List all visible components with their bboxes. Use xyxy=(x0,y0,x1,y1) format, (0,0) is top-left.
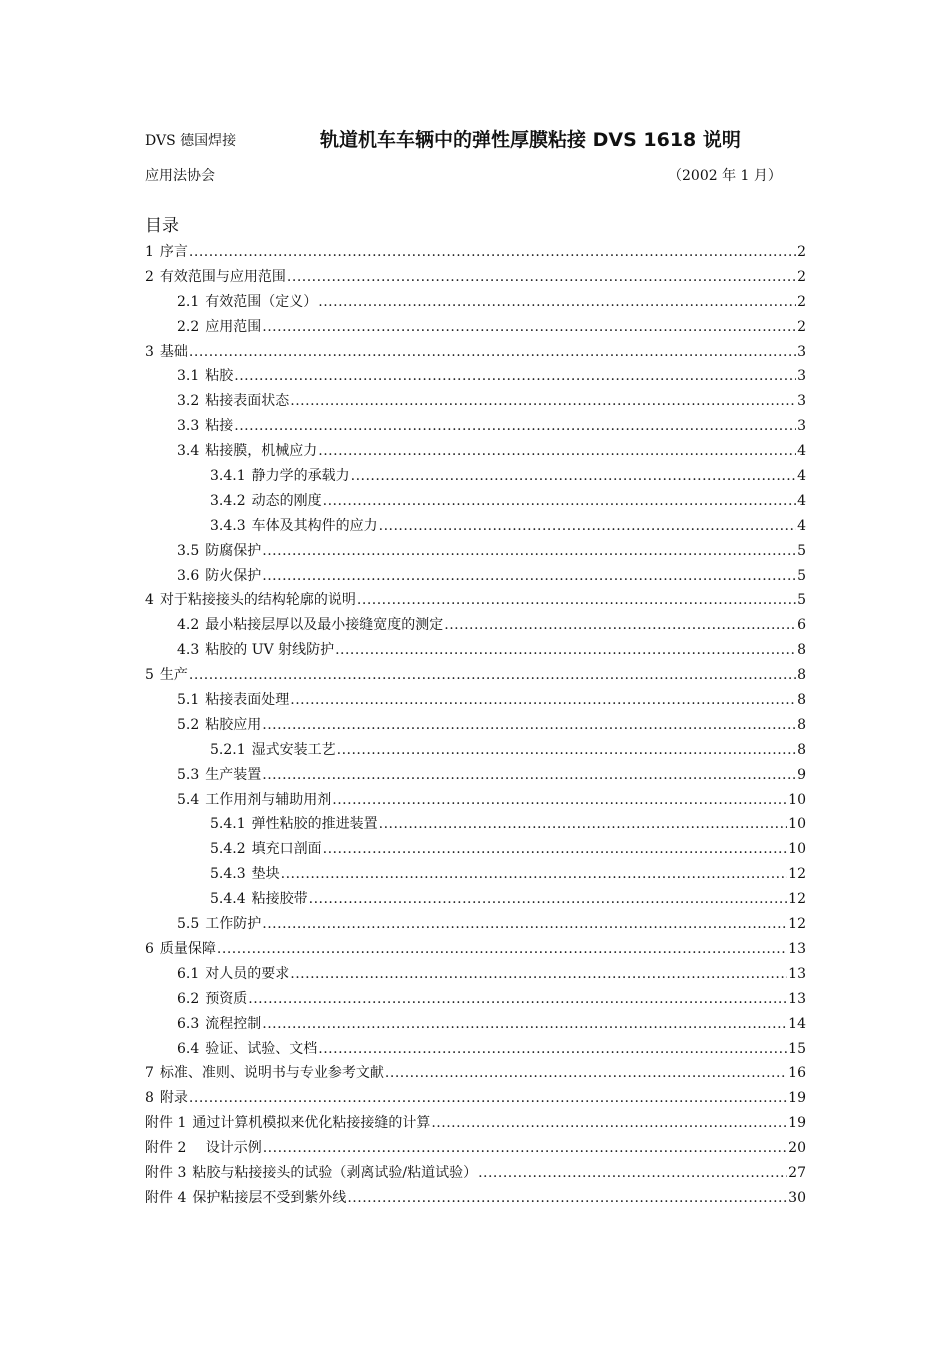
toc-page-number: 19 xyxy=(788,1115,806,1132)
toc-entry-label: 粘胶的 UV 射线防护 xyxy=(205,642,335,659)
toc-entry[interactable] xyxy=(145,389,806,414)
toc-page-number: 3 xyxy=(797,368,806,385)
toc-entry-number: 7 xyxy=(145,1065,154,1082)
toc-entry-label: 基础 xyxy=(159,343,188,360)
toc-entry-title xyxy=(145,937,216,962)
toc-entry[interactable] xyxy=(145,788,806,813)
toc-entry[interactable] xyxy=(145,489,806,514)
toc-page-number: 13 xyxy=(788,965,806,982)
toc-page-number: 16 xyxy=(788,1065,806,1082)
toc-dot-leader xyxy=(189,663,796,688)
toc-entry-title xyxy=(177,539,261,564)
toc-entry[interactable] xyxy=(145,464,806,489)
document-date: （2002 年 1 月） xyxy=(668,168,782,184)
toc-entry-label: 动态的刚度 xyxy=(251,492,322,509)
toc-page-number: 2 xyxy=(797,293,806,310)
toc-entry-title xyxy=(177,987,247,1012)
toc-entry-title xyxy=(177,638,334,663)
toc-entry-number: 1 xyxy=(145,244,154,260)
toc-dot-leader xyxy=(335,638,796,663)
toc-entry-label: 防火保护 xyxy=(205,567,262,584)
toc-page-number: 27 xyxy=(788,1164,806,1181)
toc-entry[interactable] xyxy=(145,688,806,713)
toc-entry[interactable] xyxy=(145,663,806,688)
toc-page-number: 9 xyxy=(797,766,806,783)
toc-entry[interactable] xyxy=(145,1136,806,1161)
toc-entry-number: 6.1 xyxy=(177,965,200,982)
toc-entry-title xyxy=(145,1136,262,1161)
toc-entry-label: 粘胶 xyxy=(205,368,234,385)
toc-entry-title xyxy=(145,1186,346,1211)
toc-entry-number: 5.2 xyxy=(177,716,200,733)
toc-entry-number: 4.2 xyxy=(177,617,200,634)
toc-entry[interactable] xyxy=(145,240,806,265)
toc-entry-title xyxy=(177,1037,317,1062)
toc-dot-leader xyxy=(290,962,787,987)
toc-entry-title xyxy=(177,439,317,464)
toc-entry-number: 3 xyxy=(145,343,154,360)
toc-dot-leader xyxy=(189,240,796,265)
toc-dot-leader xyxy=(234,364,796,389)
toc-entry-title xyxy=(145,1111,430,1136)
toc-entry-label: 质量保障 xyxy=(159,940,216,957)
toc-entry-label: 粘胶应用 xyxy=(205,716,262,733)
org-name-line-1: DVS 德国焊接 xyxy=(145,133,237,149)
toc-entry-number: 2 xyxy=(145,268,154,285)
toc-entry-label: 附录 xyxy=(159,1090,188,1107)
toc-entry-label: 设计示例 xyxy=(192,1140,262,1157)
toc-entry[interactable] xyxy=(145,763,806,788)
toc-page-number: 19 xyxy=(788,1090,806,1107)
toc-entry[interactable] xyxy=(145,340,806,365)
toc-dot-leader xyxy=(351,464,796,489)
toc-entry-number: 5.2.1 xyxy=(210,741,246,758)
toc-entry-number: 附件 3 xyxy=(145,1164,187,1181)
toc-page-number: 2 xyxy=(797,318,806,335)
toc-entry-label: 流程控制 xyxy=(205,1015,262,1032)
toc-page-number: 12 xyxy=(788,866,806,883)
toc-entry-number: 3.4 xyxy=(177,443,200,460)
toc-entry[interactable] xyxy=(145,638,806,663)
toc-dot-leader xyxy=(262,912,787,937)
toc-page-number: 13 xyxy=(788,940,806,957)
toc-entry[interactable] xyxy=(145,265,806,290)
toc-entry-title xyxy=(145,1161,477,1186)
toc-dot-leader xyxy=(189,340,796,365)
toc-entry-title xyxy=(210,812,378,837)
toc-dot-leader xyxy=(318,439,796,464)
toc-dot-leader xyxy=(323,489,796,514)
toc-entry-label: 车体及其构件的应力 xyxy=(251,517,378,534)
toc-entry-title xyxy=(177,1012,261,1037)
toc-dot-leader xyxy=(357,588,796,613)
toc-entry-title xyxy=(145,340,188,365)
toc-entry-title xyxy=(177,564,261,589)
toc-entry-title xyxy=(145,240,188,265)
toc-dot-leader xyxy=(309,887,788,912)
toc-entry-title xyxy=(145,1061,384,1086)
toc-entry-title xyxy=(177,912,261,937)
toc-dot-leader xyxy=(332,788,787,813)
toc-entry-number: 8 xyxy=(145,1090,154,1107)
toc-entry[interactable] xyxy=(145,738,806,763)
toc-entry-label: 最小粘接层厚以及最小接缝宽度的测定 xyxy=(205,617,444,634)
toc-entry-label: 粘接膜，机械应力 xyxy=(205,443,318,460)
toc-entry-number: 5.4.2 xyxy=(210,841,246,858)
toc-dot-leader xyxy=(444,613,796,638)
toc-page-number: 8 xyxy=(797,741,806,758)
toc-page-number: 3 xyxy=(797,343,806,360)
toc-entry[interactable] xyxy=(145,564,806,589)
toc-entry-label: 有效范围（定义） xyxy=(205,293,318,310)
toc-entry-label: 生产装置 xyxy=(205,766,262,783)
toc-entry-number: 附件 1 xyxy=(145,1115,187,1132)
toc-entry-label: 有效范围与应用范围 xyxy=(159,268,286,285)
toc-dot-leader xyxy=(262,564,796,589)
toc-entry-number: 5.5 xyxy=(177,916,200,933)
toc-entry-title xyxy=(210,837,322,862)
toc-dot-leader xyxy=(323,837,788,862)
toc-entry[interactable] xyxy=(145,1111,806,1136)
toc-page-number: 2 xyxy=(797,268,806,285)
toc-entry-number: 3.4.2 xyxy=(210,492,246,509)
toc-page-number: 3 xyxy=(797,393,806,410)
toc-entry-number: 3.1 xyxy=(177,368,200,385)
toc-entry-number: 附件 2 xyxy=(145,1140,187,1157)
toc-entry[interactable] xyxy=(145,812,806,837)
toc-entry-title xyxy=(177,788,331,813)
toc-dot-leader xyxy=(262,315,796,340)
toc-page-number: 15 xyxy=(788,1040,806,1057)
toc-entry-label: 粘接胶带 xyxy=(251,891,308,908)
toc-entry-number: 3.2 xyxy=(177,393,200,410)
toc-entry-title xyxy=(145,588,356,613)
toc-page-number: 30 xyxy=(788,1189,806,1206)
toc-entry-number: 4.3 xyxy=(177,642,200,659)
toc-entry-label: 粘胶与粘接接头的试验（剥离试验/粘道试验） xyxy=(192,1164,478,1181)
toc-entry-label: 通过计算机模拟来优化粘接接缝的计算 xyxy=(192,1115,431,1132)
toc-entry-title xyxy=(210,514,378,539)
toc-entry-title xyxy=(177,962,289,987)
toc-dot-leader xyxy=(347,1186,787,1211)
toc-page-number: 13 xyxy=(788,990,806,1007)
toc-page-number: 12 xyxy=(788,916,806,933)
toc-entry[interactable] xyxy=(145,713,806,738)
toc-page-number: 6 xyxy=(797,617,806,634)
toc-entry-number: 6.3 xyxy=(177,1015,200,1032)
toc-entry-title xyxy=(177,613,443,638)
toc-entry[interactable] xyxy=(145,315,806,340)
toc-dot-leader xyxy=(262,763,796,788)
toc-entry-number: 5.1 xyxy=(177,692,200,709)
toc-entry-number: 5.4.3 xyxy=(210,866,246,883)
toc-dot-leader xyxy=(290,389,796,414)
toc-entry-number: 6.2 xyxy=(177,990,200,1007)
toc-page-number: 14 xyxy=(788,1015,806,1032)
toc-entry[interactable] xyxy=(145,290,806,315)
toc-entry-label: 验证、试验、文档 xyxy=(205,1040,318,1057)
toc-entry[interactable] xyxy=(145,962,806,987)
toc-dot-leader xyxy=(337,738,796,763)
toc-dot-leader xyxy=(385,1061,787,1086)
toc-entry[interactable] xyxy=(145,364,806,389)
toc-page-number: 10 xyxy=(788,791,806,808)
toc-entry-label: 生产 xyxy=(159,667,188,684)
toc-entry-title xyxy=(177,290,317,315)
toc-dot-leader xyxy=(262,539,796,564)
toc-page-number: 4 xyxy=(797,468,806,485)
toc-entry-title xyxy=(177,713,261,738)
toc-entry-number: 5 xyxy=(145,667,154,684)
toc-page-number: 8 xyxy=(797,716,806,733)
toc-entry-label: 工作用剂与辅助用剂 xyxy=(205,791,332,808)
toc-dot-leader xyxy=(234,414,796,439)
document-title: 轨道机车车辆中的弹性厚膜粘接 DVS 1618 说明 xyxy=(320,129,741,151)
toc-entry-title xyxy=(177,315,261,340)
toc-entry-label: 粘接表面处理 xyxy=(205,692,290,709)
toc-entry-label: 弹性粘胶的推进装置 xyxy=(251,816,378,833)
toc-entry-title xyxy=(210,738,336,763)
toc-entry-title xyxy=(210,489,322,514)
org-name-line-2: 应用法协会 xyxy=(145,168,215,184)
toc-dot-leader xyxy=(290,688,796,713)
toc-dot-leader xyxy=(379,514,796,539)
toc-entry-title xyxy=(177,389,289,414)
toc-entry[interactable] xyxy=(145,1186,806,1211)
toc-entry-number: 5.4.1 xyxy=(210,816,246,833)
toc-page-number: 5 xyxy=(797,592,806,609)
toc-entry-label: 防腐保护 xyxy=(205,542,262,559)
table-of-contents xyxy=(145,240,806,1211)
toc-entry[interactable] xyxy=(145,937,806,962)
toc-dot-leader xyxy=(263,1136,787,1161)
toc-entry-label: 预资质 xyxy=(205,990,248,1007)
toc-entry[interactable] xyxy=(145,837,806,862)
toc-page-number: 5 xyxy=(797,567,806,584)
toc-page-number: 5 xyxy=(797,542,806,559)
toc-entry-number: 5.4.4 xyxy=(210,891,246,908)
toc-page-number: 3 xyxy=(797,418,806,435)
toc-entry[interactable] xyxy=(145,1012,806,1037)
toc-dot-leader xyxy=(262,1012,787,1037)
toc-entry-number: 6 xyxy=(145,940,154,957)
toc-dot-leader xyxy=(287,265,796,290)
toc-page-number: 10 xyxy=(788,816,806,833)
toc-page-number: 8 xyxy=(797,692,806,709)
toc-entry-label: 湿式安装工艺 xyxy=(251,741,336,758)
toc-entry[interactable] xyxy=(145,1086,806,1111)
toc-page-number: 4 xyxy=(797,492,806,509)
toc-entry-label: 垫块 xyxy=(251,866,280,883)
toc-dot-leader xyxy=(281,862,788,887)
toc-dot-leader xyxy=(189,1086,787,1111)
toc-entry[interactable] xyxy=(145,912,806,937)
toc-entry[interactable] xyxy=(145,439,806,464)
toc-entry[interactable] xyxy=(145,887,806,912)
toc-entry[interactable] xyxy=(145,588,806,613)
toc-entry-number: 3.6 xyxy=(177,567,200,584)
toc-page-number: 8 xyxy=(797,667,806,684)
toc-entry-number: 5.3 xyxy=(177,766,200,783)
toc-entry-number: 6.4 xyxy=(177,1040,200,1057)
toc-entry-label: 保护粘接层不受到紫外线 xyxy=(192,1189,347,1206)
toc-dot-leader xyxy=(478,1161,787,1186)
toc-entry-number: 2.2 xyxy=(177,318,200,335)
toc-entry[interactable] xyxy=(145,862,806,887)
toc-dot-leader xyxy=(379,812,788,837)
toc-page-number: 10 xyxy=(788,841,806,858)
toc-heading: 目录 xyxy=(145,216,179,236)
toc-entry-label: 序言 xyxy=(159,244,188,260)
toc-entry-number: 5.4 xyxy=(177,791,200,808)
toc-entry[interactable] xyxy=(145,1061,806,1086)
toc-entry[interactable] xyxy=(145,987,806,1012)
toc-entry-title xyxy=(177,414,233,439)
toc-entry[interactable] xyxy=(145,1037,806,1062)
toc-entry-number: 3.3 xyxy=(177,418,200,435)
toc-dot-leader xyxy=(318,1037,787,1062)
toc-entry-number: 3.5 xyxy=(177,542,200,559)
toc-entry[interactable] xyxy=(145,514,806,539)
toc-entry-label: 标准、准则、说明书与专业参考文献 xyxy=(159,1065,384,1082)
toc-entry-label: 粘接表面状态 xyxy=(205,393,290,410)
toc-dot-leader xyxy=(431,1111,787,1136)
toc-dot-leader xyxy=(318,290,796,315)
toc-entry[interactable] xyxy=(145,539,806,564)
toc-entry-label: 对于粘接接头的结构轮廓的说明 xyxy=(159,592,356,609)
toc-page-number: 12 xyxy=(788,891,806,908)
toc-entry-title xyxy=(177,688,289,713)
toc-entry-title xyxy=(145,1086,188,1111)
toc-entry-label: 粘接 xyxy=(205,418,234,435)
toc-page-number: 4 xyxy=(797,443,806,460)
toc-page-number: 4 xyxy=(797,517,806,534)
toc-entry-label: 工作防护 xyxy=(205,916,262,933)
toc-entry-label: 静力学的承载力 xyxy=(251,468,350,485)
toc-entry-number: 附件 4 xyxy=(145,1189,187,1206)
toc-entry-title xyxy=(145,663,188,688)
toc-entry-title xyxy=(210,887,308,912)
toc-page-number: 2 xyxy=(797,244,806,260)
toc-dot-leader xyxy=(262,713,796,738)
toc-page-number: 8 xyxy=(797,642,806,659)
toc-entry[interactable] xyxy=(145,613,806,638)
toc-dot-leader xyxy=(248,987,787,1012)
toc-entry[interactable] xyxy=(145,1161,806,1186)
toc-page-number: 20 xyxy=(788,1140,806,1157)
toc-entry-title xyxy=(210,464,350,489)
toc-entry-number: 2.1 xyxy=(177,293,200,310)
toc-entry-label: 应用范围 xyxy=(205,318,262,335)
toc-entry-title xyxy=(177,364,233,389)
toc-entry-title xyxy=(177,763,261,788)
toc-entry-title xyxy=(145,265,286,290)
toc-entry-label: 对人员的要求 xyxy=(205,965,290,982)
toc-entry-title xyxy=(210,862,280,887)
toc-entry-number: 3.4.3 xyxy=(210,517,246,534)
toc-entry-number: 4 xyxy=(145,592,154,609)
toc-entry-number: 3.4.1 xyxy=(210,468,246,485)
toc-dot-leader xyxy=(217,937,787,962)
toc-entry-label: 填充口剖面 xyxy=(251,841,322,858)
toc-entry[interactable] xyxy=(145,414,806,439)
